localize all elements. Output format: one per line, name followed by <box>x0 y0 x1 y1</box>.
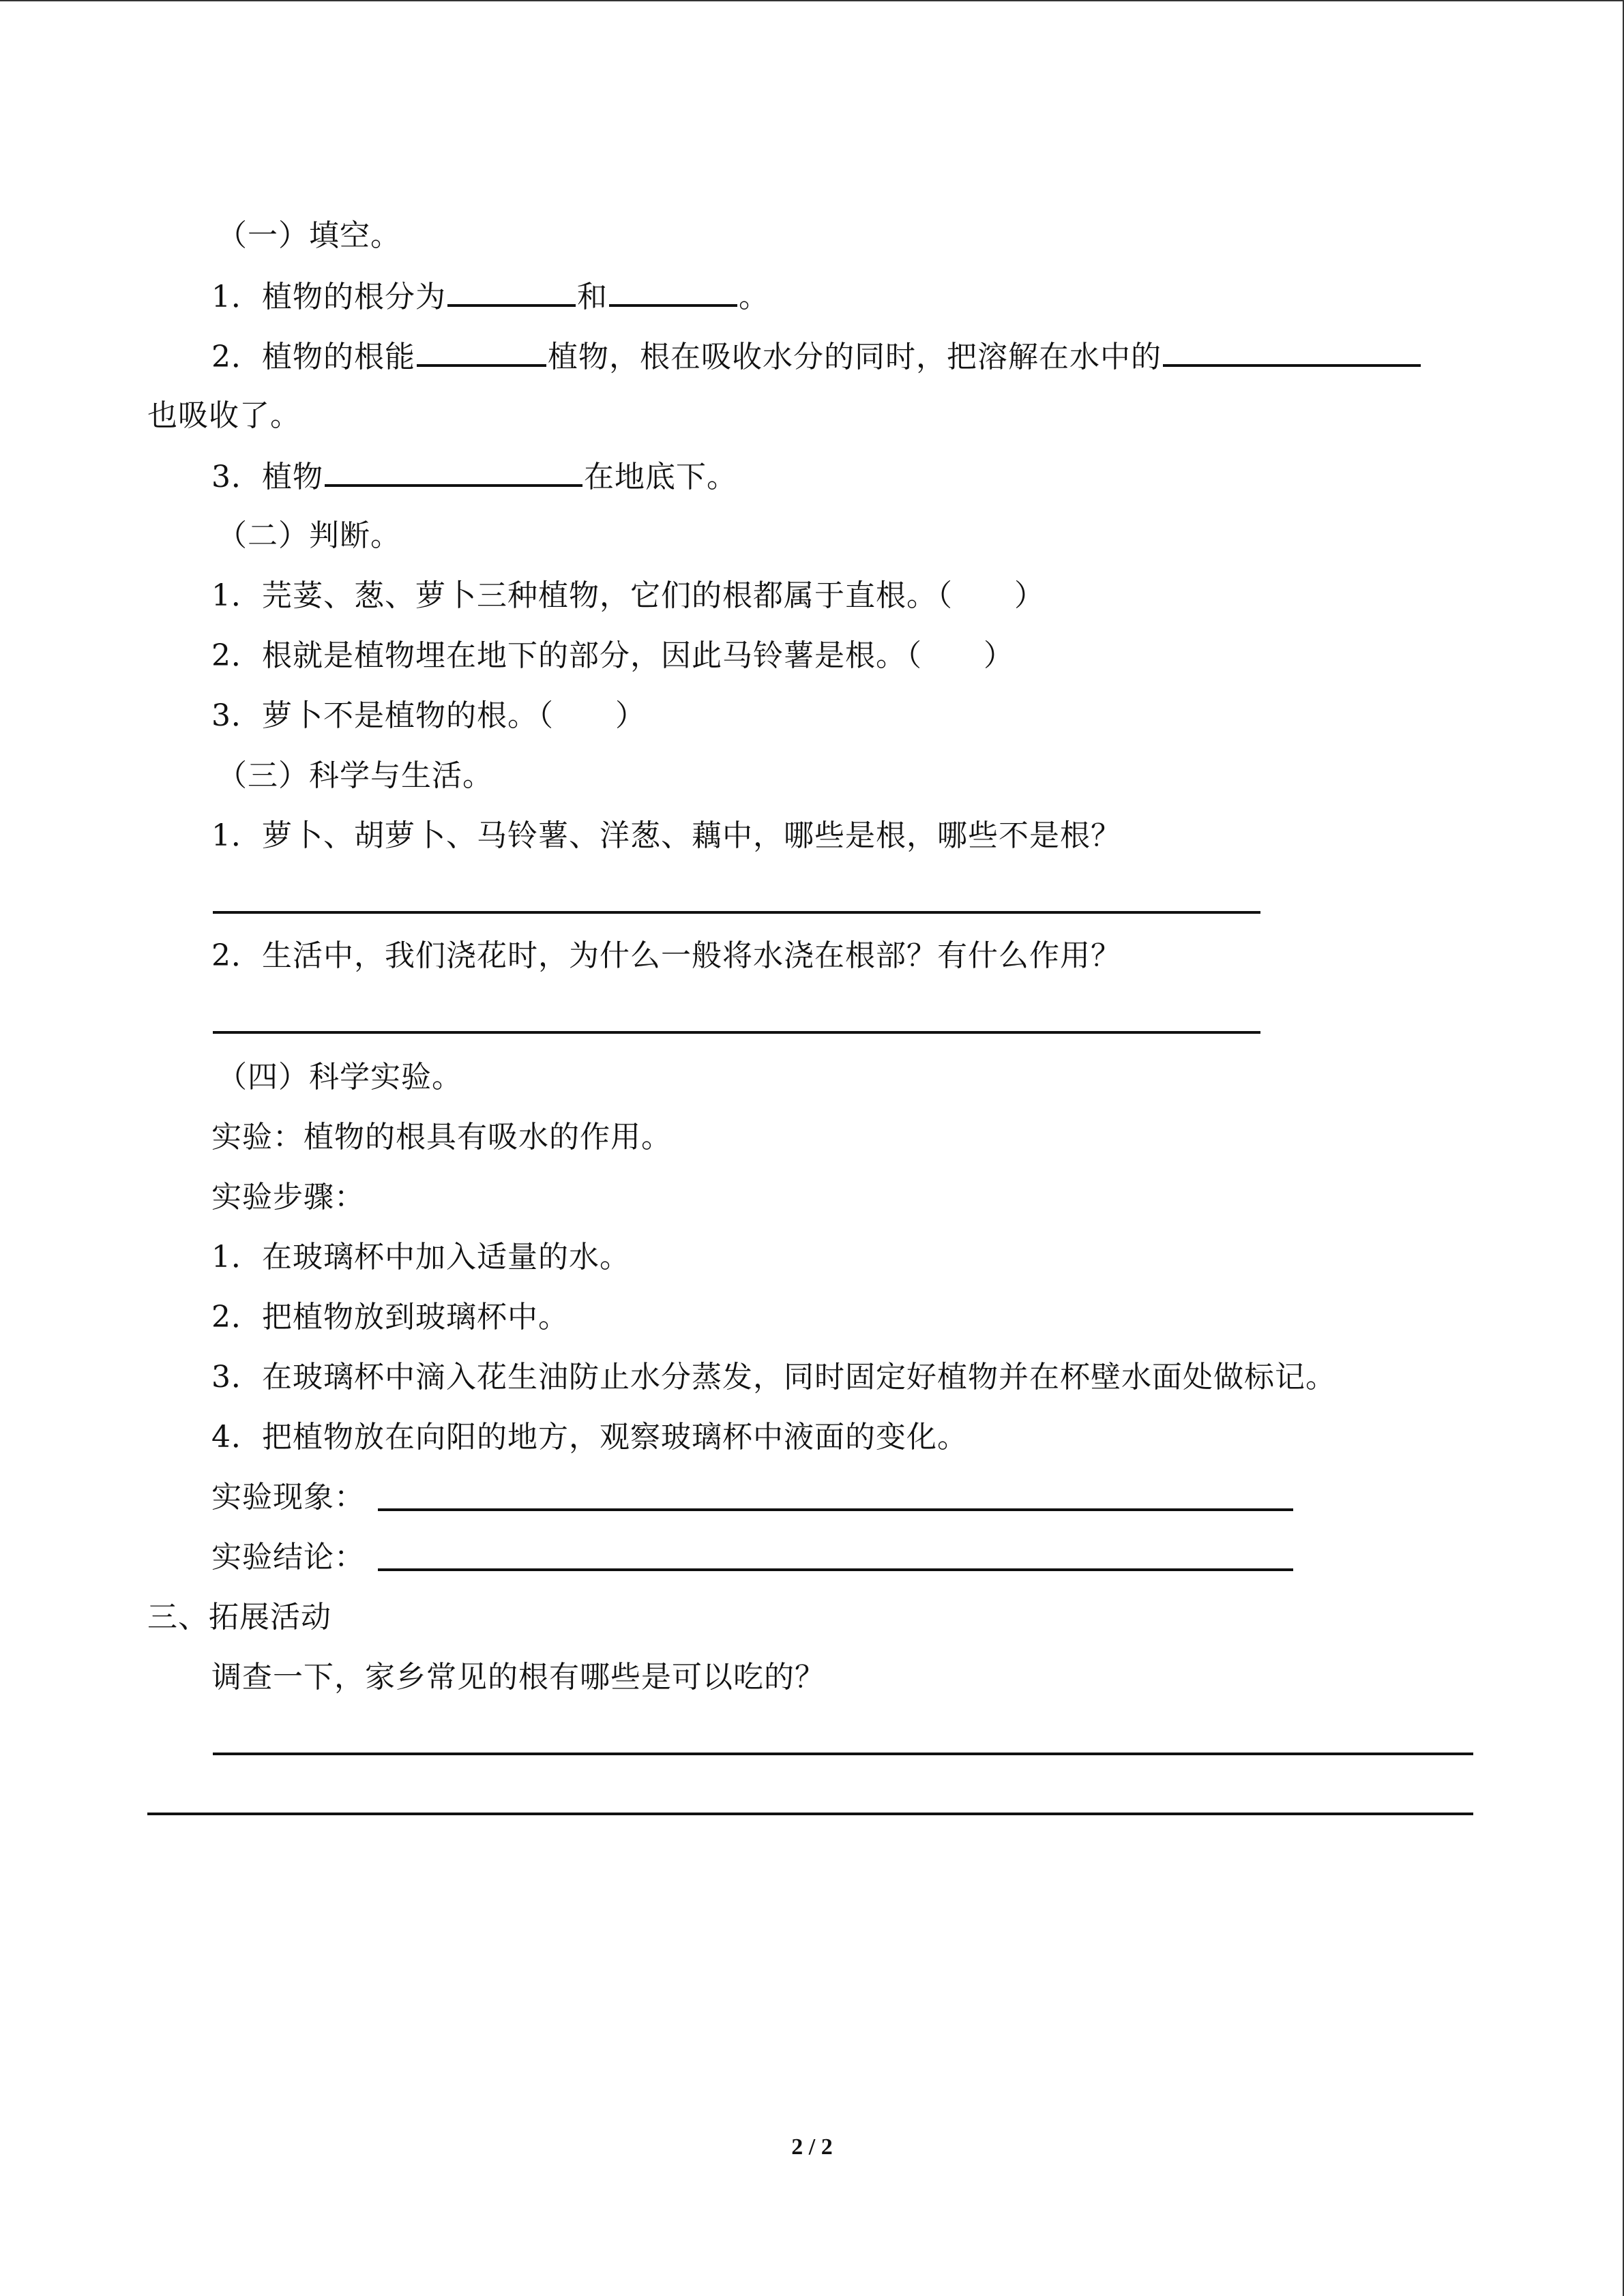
answer-line[interactable] <box>147 1813 1473 1815</box>
experiment-step-3: 3．在玻璃杯中滴入花生油防止水分蒸发，同时固定好植物并在杯壁水面处做标记。 <box>211 1360 1336 1395</box>
answer-blank[interactable] <box>417 336 546 367</box>
fill-q3-text-a: 3．植物 <box>211 460 323 494</box>
answer-blank[interactable] <box>1163 336 1421 367</box>
page-number: 2 / 2 <box>791 2134 833 2160</box>
experiment-step-2: 2．把植物放到玻璃杯中。 <box>211 1300 569 1335</box>
section-fill-heading: （一）填空。 <box>217 218 401 253</box>
answer-line[interactable] <box>378 1508 1293 1511</box>
fill-q2-text-a: 2．植物的根能 <box>211 340 415 374</box>
judge-item-3[interactable]: 3．萝卜不是植物的根。（ ） <box>211 698 646 733</box>
section-extension-heading: 三、拓展活动 <box>147 1600 331 1635</box>
judge-item-1[interactable]: 1．芫荽、葱、萝卜三种植物，它们的根都属于直根。（ ） <box>211 578 1045 613</box>
experiment-steps-label: 实验步骤： <box>211 1180 365 1214</box>
section-judge-heading: （二）判断。 <box>217 518 401 553</box>
experiment-phenomenon-label: 实验现象： <box>211 1480 365 1515</box>
life-question-1: 1．萝卜、胡萝卜、马铃薯、洋葱、藕中，哪些是根，哪些不是根？ <box>211 818 1121 853</box>
judge-item-2[interactable]: 2．根就是植物埋在地下的部分，因此马铃薯是根。（ ） <box>211 638 1014 673</box>
answer-line[interactable] <box>213 1031 1260 1034</box>
fill-question-2-continuation: 也吸收了。 <box>147 398 301 433</box>
section-experiment-heading: （四）科学实验。 <box>217 1060 462 1094</box>
experiment-step-1: 1．在玻璃杯中加入适量的水。 <box>211 1240 630 1274</box>
experiment-step-4: 4．把植物放在向阳的地方，观察玻璃杯中液面的变化。 <box>211 1420 968 1455</box>
fill-q1-text-a: 1．植物的根分为 <box>211 280 446 314</box>
fill-q1-text-c: 。 <box>739 280 769 314</box>
fill-question-3 <box>211 456 737 498</box>
answer-blank[interactable] <box>447 275 576 307</box>
life-question-2: 2．生活中，我们浇花时，为什么一般将水浇在根部？有什么作用？ <box>211 938 1121 973</box>
experiment-conclusion-label: 实验结论： <box>211 1540 365 1575</box>
fill-q1-text-b: 和 <box>577 280 608 314</box>
answer-blank[interactable] <box>609 275 737 307</box>
answer-line[interactable] <box>213 1753 1473 1755</box>
fill-q3-text-b: 在地底下。 <box>584 460 737 494</box>
experiment-title: 实验：植物的根具有吸水的作用。 <box>211 1120 672 1154</box>
extension-question: 调查一下，家乡常见的根有哪些是可以吃的？ <box>211 1660 825 1695</box>
section-life-heading: （三）科学与生活。 <box>217 758 493 793</box>
fill-question-2 <box>211 336 1422 378</box>
answer-blank[interactable] <box>325 456 582 487</box>
answer-line[interactable] <box>378 1568 1293 1571</box>
fill-q2-text-b: 植物，根在吸收水分的同时，把溶解在水中的 <box>548 340 1162 374</box>
fill-question-1 <box>211 275 769 318</box>
answer-line[interactable] <box>213 911 1260 914</box>
